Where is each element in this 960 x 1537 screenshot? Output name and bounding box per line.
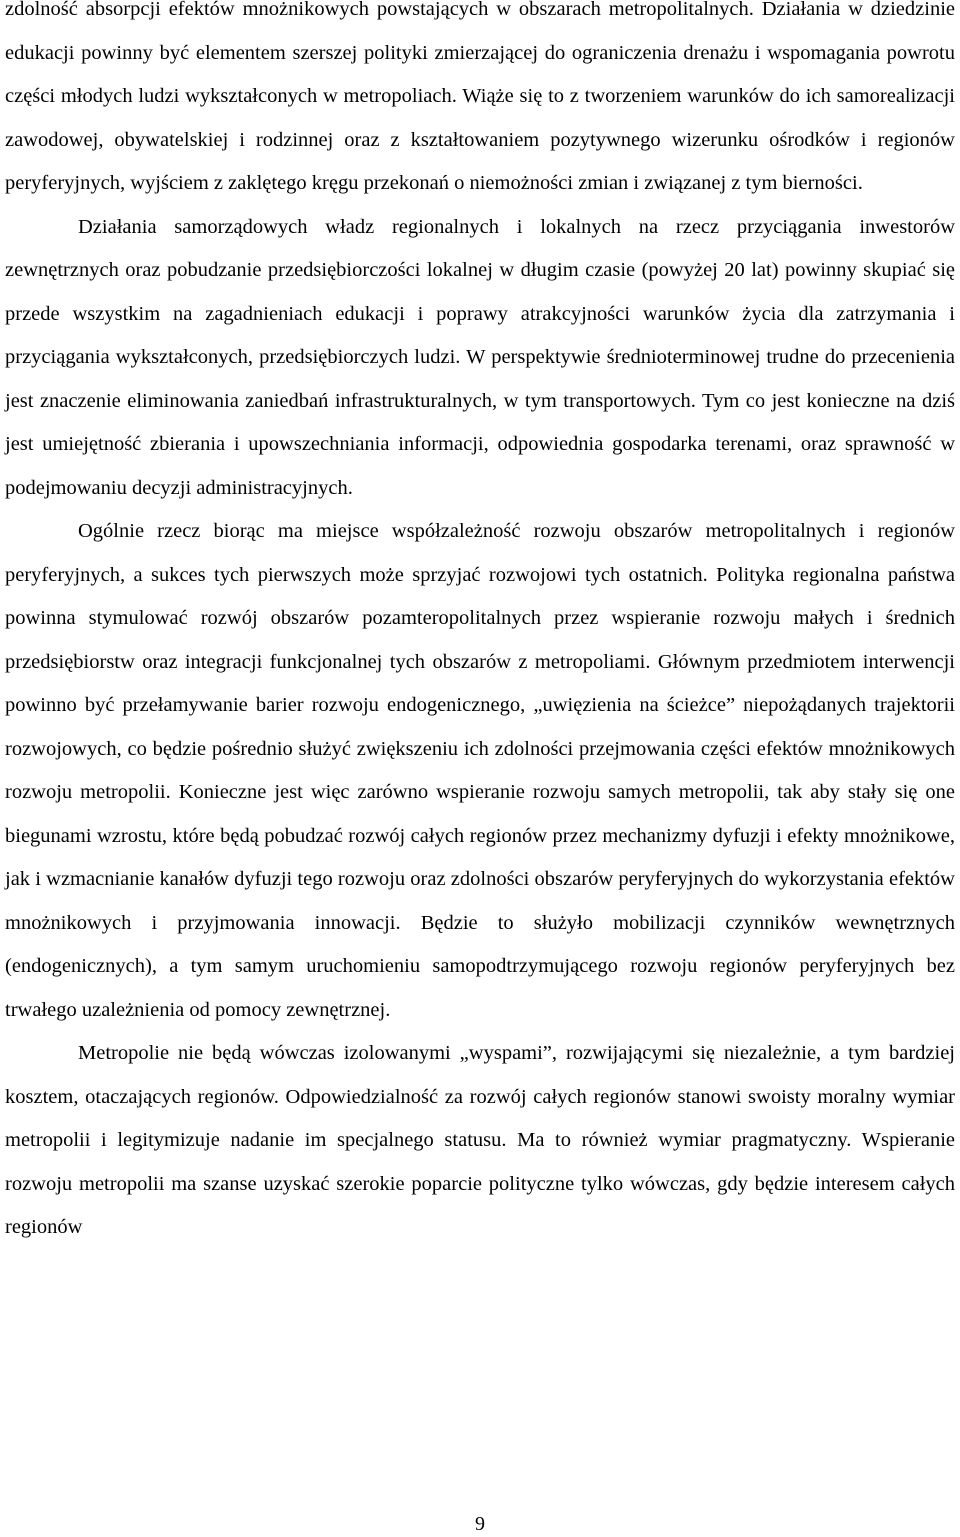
document-page xyxy=(5,0,955,1250)
page-number: 9 xyxy=(475,1513,485,1535)
paragraph-4: Metropolie nie będą wówczas izolowanymi „wyspami”, rozwijającymi się niezależnie, a tym bardziej kosztem, otaczających regionów. Odpowiedzialność za rozwój całych regionów stanowi swoisty moralny wymiar metropolii i legitymizuje nadanie im specjalnego statusu. Ma to również wymiar pragmatyczny. Wspieranie rozwoju metropolii ma szanse uzyskać szerokie poparcie polityczne tylko wówczas, gdy będzie interesem całych regionów xyxy=(5,1042,955,1238)
paragraph-1: zdolność absorpcji efektów mnożnikowych powstających w obszarach metropolitalnych. Działania w dziedzinie edukacji powinny być elementem szerszej polityki zmierzającej do ograniczenia drenażu i wspomagania powrotu części młodych ludzi wykształconych w metropoliach. Wiąże się to z tworzeniem warunków do ich samorealizacji zawodowej, obywatelskiej i rodzinnej oraz z kształtowaniem pozytywnego wizerunku ośrodków i regionów peryferyjnych, wyjściem z zaklętego kręgu przekonań o niemożności zmian i związanej z tym bierności. xyxy=(5,0,955,194)
paragraph-2: Działania samorządowych władz regionalnych i lokalnych na rzecz przyciągania inwestorów zewnętrznych oraz pobudzanie przedsiębiorczości lokalnej w długim czasie (powyżej 20 lat) powinny skupiać się przede wszystkim na zagadnieniach edukacji i poprawy atrakcyjności warunków życia dla zatrzymania i przyciągania wykształconych, przedsiębiorczych ludzi. W perspektywie średnioterminowej trudne do przecenienia jest znaczenie eliminowania zaniedbań infrastrukturalnych, w tym transportowych. Tym co jest konieczne na dziś jest umiejętność zbierania i upowszechniania informacji, odpowiednia gospodarka terenami, oraz sprawność w podejmowaniu decyzji administracyjnych. xyxy=(5,215,955,499)
paragraph-3: Ogólnie rzecz biorąc ma miejsce współzależność rozwoju obszarów metropolitalnych i regionów peryferyjnych, a sukces tych pierwszych może sprzyjać rozwojowi tych ostatnich. Polityka regionalna państwa powinna stymulować rozwój obszarów pozamteropolitalnych przez wspieranie rozwoju małych i średnich przedsiębiorstw oraz integracji funkcjonalnej tych obszarów z metropoliami. Głównym przedmiotem interwencji powinno być przełamywanie barier rozwoju endogenicznego, „uwięzienia na ścieżce” niepożądanych trajektorii rozwojowych, co będzie pośrednio służyć zwiększeniu ich zdolności przejmowania części efektów mnożnikowych rozwoju metropolii. Konieczne jest więc zarówno wspieranie rozwoju samych metropolii, tak aby stały się one biegunami wzrostu, które będą pobudzać rozwój całych regionów przez mechanizmy dyfuzji i efekty mnożnikowe, jak i wzmacnianie kanałów dyfuzji tego rozwoju oraz zdolności obszarów peryferyjnych do wykorzystania efektów mnożnikowych i przyjmowania innowacji. Będzie to służyło mobilizacji czynników wewnętrznych (endogenicznych), a tym samym uruchomieniu samopodtrzymującego rozwoju regionów peryferyjnych bez trwałego uzależnienia od pomocy zewnętrznej. xyxy=(5,520,955,1021)
